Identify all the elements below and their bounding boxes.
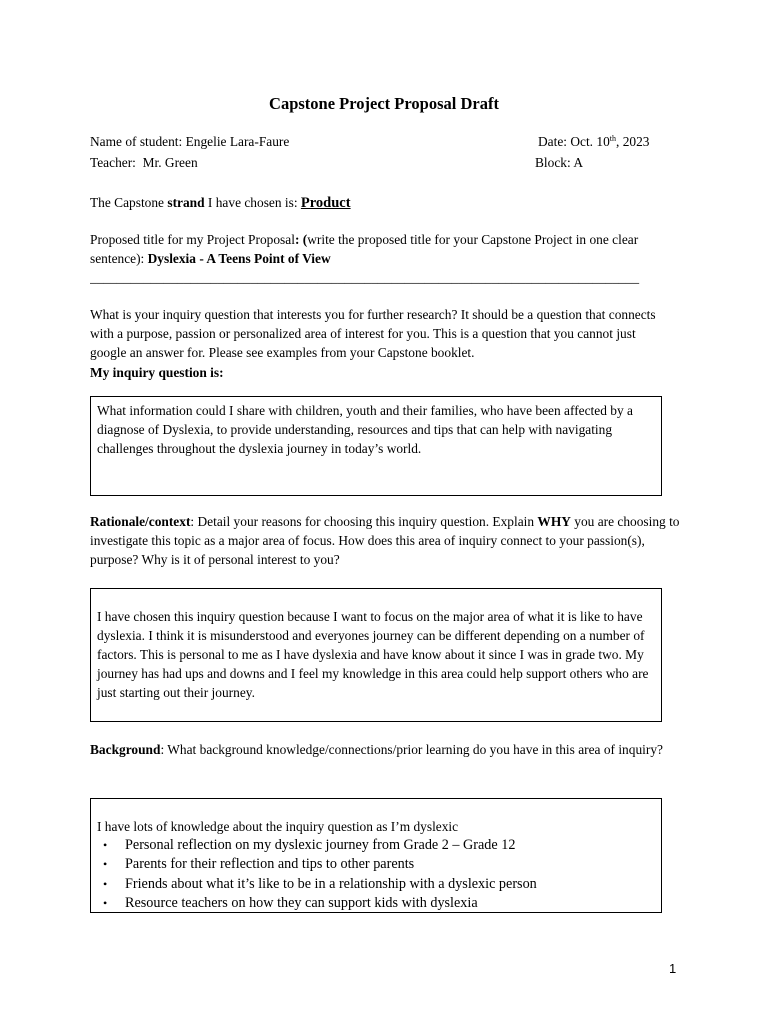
list-item-text: Resource teachers on how they can support kids with dyslexia <box>125 895 478 912</box>
teacher-line <box>90 153 198 172</box>
rationale-why: WHY <box>537 514 571 529</box>
bullet-icon: • <box>103 857 108 872</box>
list-item <box>97 875 655 894</box>
rationale-answer-box <box>90 588 662 722</box>
proposed-title-paragraph <box>90 230 675 268</box>
title-underline-rule: __________________________________________________________________________________ <box>90 270 640 285</box>
background-answer-box <box>90 798 662 913</box>
date-label: Date: Oct. 10 <box>538 134 610 149</box>
block-label: Block: <box>535 155 571 170</box>
strand-bold-word: strand <box>167 195 205 210</box>
background-paragraph <box>90 740 675 759</box>
list-item <box>97 855 655 874</box>
document-title: Capstone Project Proposal Draft <box>269 94 499 113</box>
student-name-value: Engelie Lara-Faure <box>185 134 290 149</box>
rationale-prompt-a: : Detail your reasons for choosing this inquiry question. Explain <box>190 514 538 529</box>
proposed-title-instruction: write the proposed title for your Capstone Project in one clear sentence): <box>90 232 639 267</box>
date-superscript: th <box>609 134 616 143</box>
bullet-icon: • <box>103 838 108 852</box>
strand-line <box>90 193 351 213</box>
rationale-answer-text: I have chosen this inquiry question because I want to focus on the major area of what it is like to have dyslexia. I think it is misunderstood and everyones journey can be different depending on a number of factors. This is personal to me as I have dyslexia and have know about it since I was in grade two. My journey has had ups and downs and I feel my knowledge in this area could help support others who are just starting out their journey. <box>97 609 649 700</box>
inquiry-answer-box <box>90 396 662 496</box>
date-year: , 2023 <box>616 134 650 149</box>
page-number: 1 <box>669 961 677 976</box>
rationale-paragraph <box>90 512 680 570</box>
background-label: Background <box>90 742 161 757</box>
block-value: A <box>573 155 583 170</box>
date-line <box>538 132 649 151</box>
rationale-prompt-b: you are choosing to investigate this topic as a major area of focus. How does this area of inquiry connect to your passion(s), purpose? Why is it of personal interest to you? <box>90 514 680 568</box>
proposed-title-colon: : ( <box>294 232 308 247</box>
list-item-text: Personal reflection on my dyslexic journey from Grade 2 – Grade 12 <box>125 837 516 853</box>
rationale-label: Rationale/context <box>90 514 191 529</box>
inquiry-answer-text: What information could I share with children, youth and their families, who have been affected by a diagnose of Dyslexia, to provide understanding, resources and tips that can help with navigating challenges throughout the dyslexia journey in today’s world. <box>97 403 633 456</box>
inquiry-label-text: My inquiry question is: <box>90 365 224 380</box>
student-name-line <box>90 132 289 151</box>
strand-middle: I have chosen is: <box>204 195 301 210</box>
background-intro: I have lots of knowledge about the inquiry question as I’m dyslexic <box>97 819 459 834</box>
background-prompt: : What background knowledge/connections/prior learning do you have in this area of inquiry? <box>160 742 663 757</box>
inquiry-label <box>90 363 224 382</box>
list-item-text: Friends about what it’s like to be in a relationship with a dyslexic person <box>125 875 537 892</box>
proposed-title-label: Proposed title for my Project Proposal <box>90 232 295 247</box>
list-item <box>97 894 655 913</box>
strand-prefix: The Capstone <box>90 195 168 210</box>
teacher-label: Teacher: <box>90 155 136 170</box>
list-item-text: Parents for their reflection and tips to other parents <box>125 856 415 873</box>
proposed-title-value: Dyslexia - A Teens Point of View <box>147 251 331 267</box>
list-item <box>97 836 655 855</box>
block-line <box>535 153 583 172</box>
student-name-label: Name of student: <box>90 134 183 149</box>
bullet-icon: • <box>103 876 108 891</box>
bullet-icon: • <box>103 896 108 911</box>
strand-value: Product <box>300 195 351 211</box>
teacher-value: Mr. Green <box>142 155 198 170</box>
background-list <box>97 836 655 914</box>
inquiry-prompt: What is your inquiry question that interests you for further research? It should be a question that connects with a purpose, passion or personalized area of interest for you. This is a question that you cannot just google an answer for. Please see examples from your Capstone booklet. <box>90 307 656 361</box>
